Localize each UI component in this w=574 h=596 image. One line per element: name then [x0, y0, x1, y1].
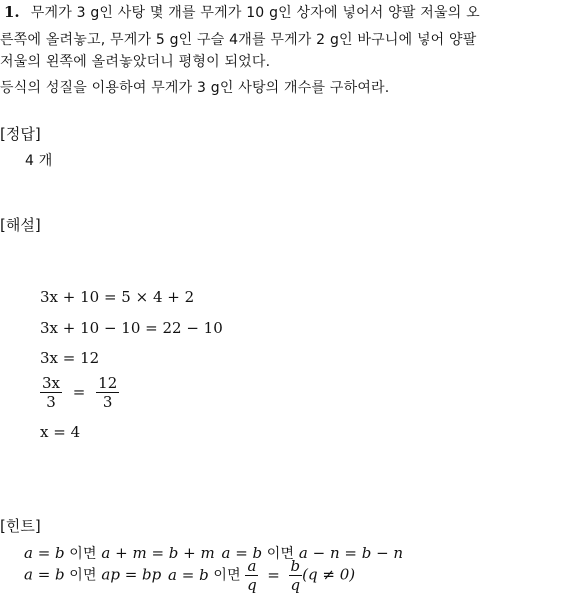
fraction-left-denominator: 3 [46, 393, 56, 411]
hint-2-ifthen-b: 이면 [208, 567, 246, 584]
hint-2-condition: (q ≠ 0) [302, 565, 356, 584]
equation-3: 3x = 12 [40, 349, 100, 367]
hint-2-ifthen-a: 이면 [64, 567, 102, 584]
problem-text-line-1: 무게가 3 g인 사탕 몇 개를 무게가 10 g인 상자에 넣어서 양팔 저울의 오 [30, 5, 480, 21]
equation-4 [40, 374, 119, 411]
fraction-left [40, 374, 62, 411]
fraction-right [96, 374, 119, 411]
hint-1-ifthen-a: 이면 [64, 546, 102, 562]
equation-1: 3x + 10 = 5 × 4 + 2 [40, 288, 195, 306]
hint-2-fraction-left-denominator: q [247, 576, 257, 594]
hint-2-fraction-right-denominator: q [290, 576, 301, 594]
answer-header: [정답] [0, 125, 41, 143]
hint-2-fraction-right-numerator: b [290, 557, 301, 575]
hint-2-fraction-left [245, 557, 258, 594]
explanation-header: [해설] [0, 216, 41, 234]
hint-1-result-b: a − n = b − n [298, 544, 404, 562]
problem-first-line [4, 2, 480, 22]
hint-1-condition-a: a = b [24, 544, 65, 562]
equals-sign: = [72, 382, 86, 401]
answer-value: 4 개 [25, 153, 53, 169]
hint-2-fraction-left-numerator: a [247, 557, 257, 575]
hint-2-equals: = [267, 565, 280, 584]
hint-2-condition-a: a = b [24, 565, 65, 584]
equation-5: x = 4 [40, 423, 81, 441]
fraction-right-numerator: 12 [98, 374, 118, 392]
hint-2-result-a: ap = bp [101, 565, 162, 584]
fraction-right-denominator: 3 [102, 393, 113, 411]
hint-1-result-a: a + m = b + m [101, 544, 215, 562]
hint-2-fraction-right [289, 557, 303, 594]
hint-header: [힌트] [0, 517, 41, 535]
problem-text-line-4: 등식의 성질을 이용하여 무게가 3 g인 사탕의 개수를 구하여라. [0, 80, 390, 96]
hint-line-2 [24, 557, 355, 594]
problem-number: 1. [4, 3, 20, 21]
equation-2: 3x + 10 − 10 = 22 − 10 [40, 319, 223, 337]
problem-text-line-2: 른쪽에 올려놓고, 무게가 5 g인 구슬 4개를 무게가 2 g인 바구니에 넣어 양팔 [0, 32, 477, 48]
hint-1-ifthen-b: 이면 [262, 546, 299, 562]
fraction-left-numerator: 3x [42, 374, 61, 392]
hint-2-condition-b: a = b [168, 565, 209, 584]
hint-1-condition-b: a = b [221, 544, 263, 562]
problem-text-line-3: 저울의 왼쪽에 올려놓았더니 평형이 되었다. [0, 54, 271, 70]
